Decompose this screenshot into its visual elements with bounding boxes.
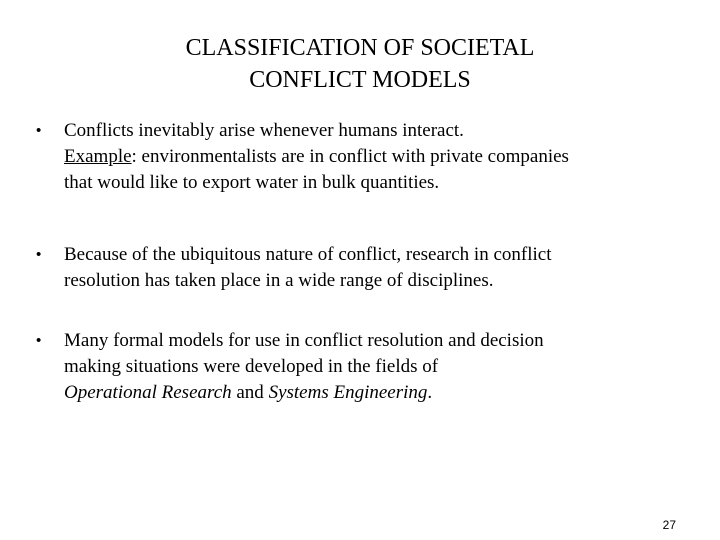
- bullet-icon: •: [36, 332, 42, 349]
- example-label: Example: [64, 146, 132, 167]
- slide-title-line-2: CONFLICT MODELS: [249, 67, 471, 93]
- bullet-text-line: that would like to export water in bulk quantities.: [64, 172, 440, 193]
- bullet-icon: •: [36, 246, 42, 263]
- bullet-text-line: Because of the ubiquitous nature of conflict, research in conflict: [64, 244, 552, 265]
- page-number: 27: [662, 518, 676, 532]
- bullet-text-line: [36, 380, 676, 406]
- bullet-text-line: resolution has taken place in a wide range of disciplines.: [64, 270, 494, 291]
- bullet-item-formal-models: [36, 328, 676, 406]
- slide-title-line-1: CLASSIFICATION OF SOCIETAL: [185, 35, 535, 61]
- conjunction-text: and: [231, 382, 269, 403]
- bullet-text-line: [36, 144, 676, 170]
- field-operational-research: Operational Research: [64, 382, 232, 403]
- slide-title: [0, 32, 720, 96]
- bullet-item-ubiquitous: [36, 242, 676, 294]
- bullet-item-conflicts: [36, 118, 676, 196]
- bullet-text-line: Conflicts inevitably arise whenever humans interact.: [64, 120, 464, 141]
- bullet-text-line: Many formal models for use in conflict resolution and decision: [64, 330, 544, 351]
- bullet-icon: •: [36, 122, 42, 139]
- sentence-period: .: [427, 382, 433, 403]
- bullet-text-line: making situations were developed in the fields of: [64, 356, 439, 377]
- example-text: : environmentalists are in conflict with private companies: [131, 146, 569, 167]
- field-systems-engineering: Systems Engineering: [268, 382, 428, 403]
